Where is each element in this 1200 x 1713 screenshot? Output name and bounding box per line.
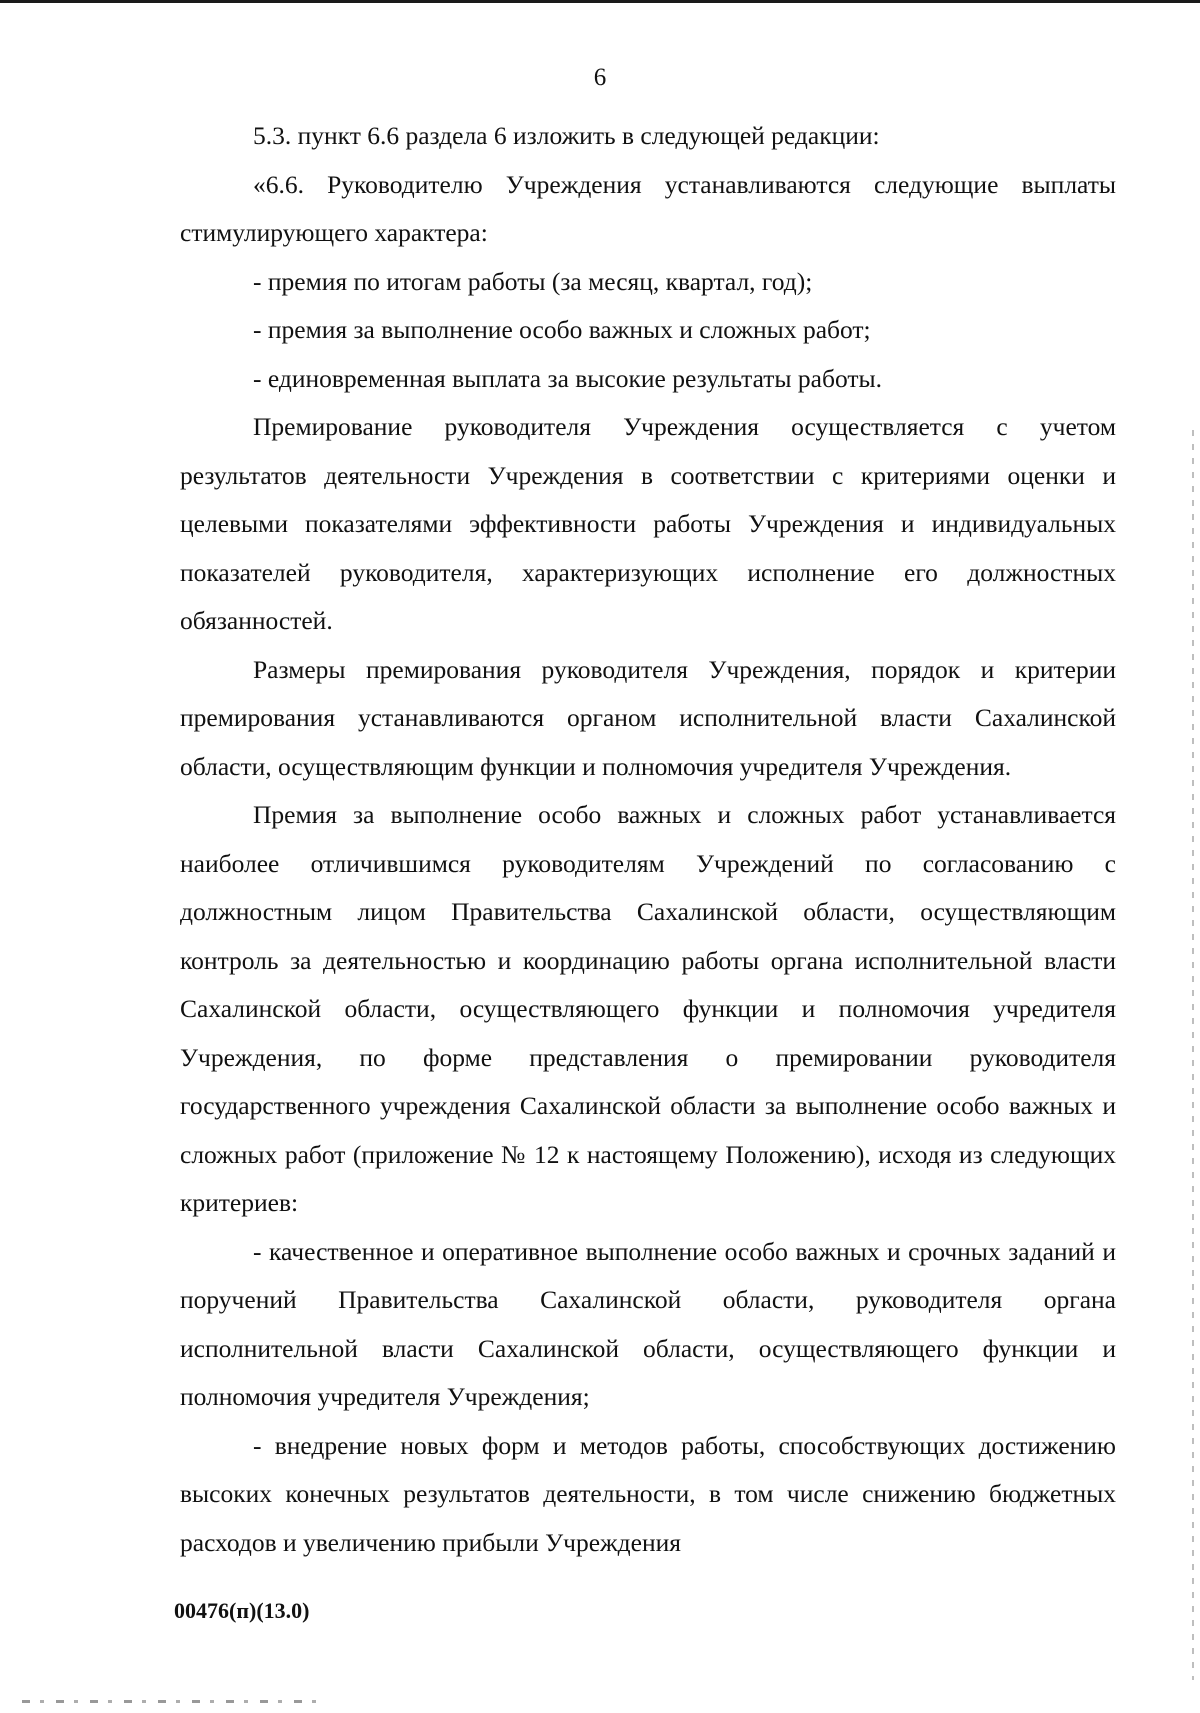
criterion-new-methods: - внедрение новых форм и методов работы, способствующих достижению высоких конечных результатов деятельности, в том числе снижению бюджетных расходов и увеличению прибыли Учреждения xyxy=(180,1430,1116,1557)
paragraph-bonus-basis: Премирование руководителя Учреждения осуществляется с учетом результатов деятельности Учреждения в соответствии с критериями оценки и целевыми показателями эффективности работы Учреждения и индивидуальных показателей руководителя, характеризующих исполнение его должностных обязанностей. xyxy=(180,412,1116,635)
paragraph-special-bonus: Премия за выполнение особо важных и сложных работ устанавливается наиболее отличившимся руководителям Учреждений по согласованию с должностным лицом Правительства Сахалинской области, осуществляющим контроль за деятельностью и координацию работы органа исполнительной власти Сахалинской области, осуществляющего функции и полномочия учредителя Учреждения, по форме представления о премировании руководителя государственного учреждения Сахалинской области за выполнение особо важных и сложных работ (приложение № 12 к настоящему Положению), исходя из следующих критериев: xyxy=(180,800,1116,1217)
scan-bottom-noise xyxy=(22,1700,322,1703)
document-body xyxy=(180,112,1116,1567)
amendment-heading: 5.3. пункт 6.6 раздела 6 изложить в следующей редакции: xyxy=(253,121,880,150)
clause-6-6-intro: «6.6. Руководителю Учреждения устанавливаются следующие выплаты стимулирующего характера: xyxy=(180,169,1116,247)
paragraph-bonus-amounts: Размеры премирования руководителя Учреждения, порядок и критерии премирования устанавливаются органом исполнительной власти Сахалинской области, осуществляющим функции и полномочия учредителя Учреждения. xyxy=(180,654,1116,781)
criterion-quality-execution: - качественное и оперативное выполнение особо важных и срочных заданий и поручений Правительства Сахалинской области, руководителя органа исполнительной власти Сахалинской области, осуществляющего функции и полномочия учредителя Учреждения; xyxy=(180,1236,1116,1411)
list-item-one-time-payment: - единовременная выплата за высокие результаты работы. xyxy=(253,363,883,393)
scan-top-edge xyxy=(0,0,1200,3)
document-code: 00476(п)(13.0) xyxy=(174,1598,310,1623)
list-item-monthly-bonus: - премия по итогам работы (за месяц, квартал, год); xyxy=(253,266,813,296)
list-item-special-work-bonus: - премия за выполнение особо важных и сложных работ; xyxy=(253,315,871,344)
scan-right-edge xyxy=(1192,430,1194,1680)
page-number: 6 xyxy=(593,64,607,91)
